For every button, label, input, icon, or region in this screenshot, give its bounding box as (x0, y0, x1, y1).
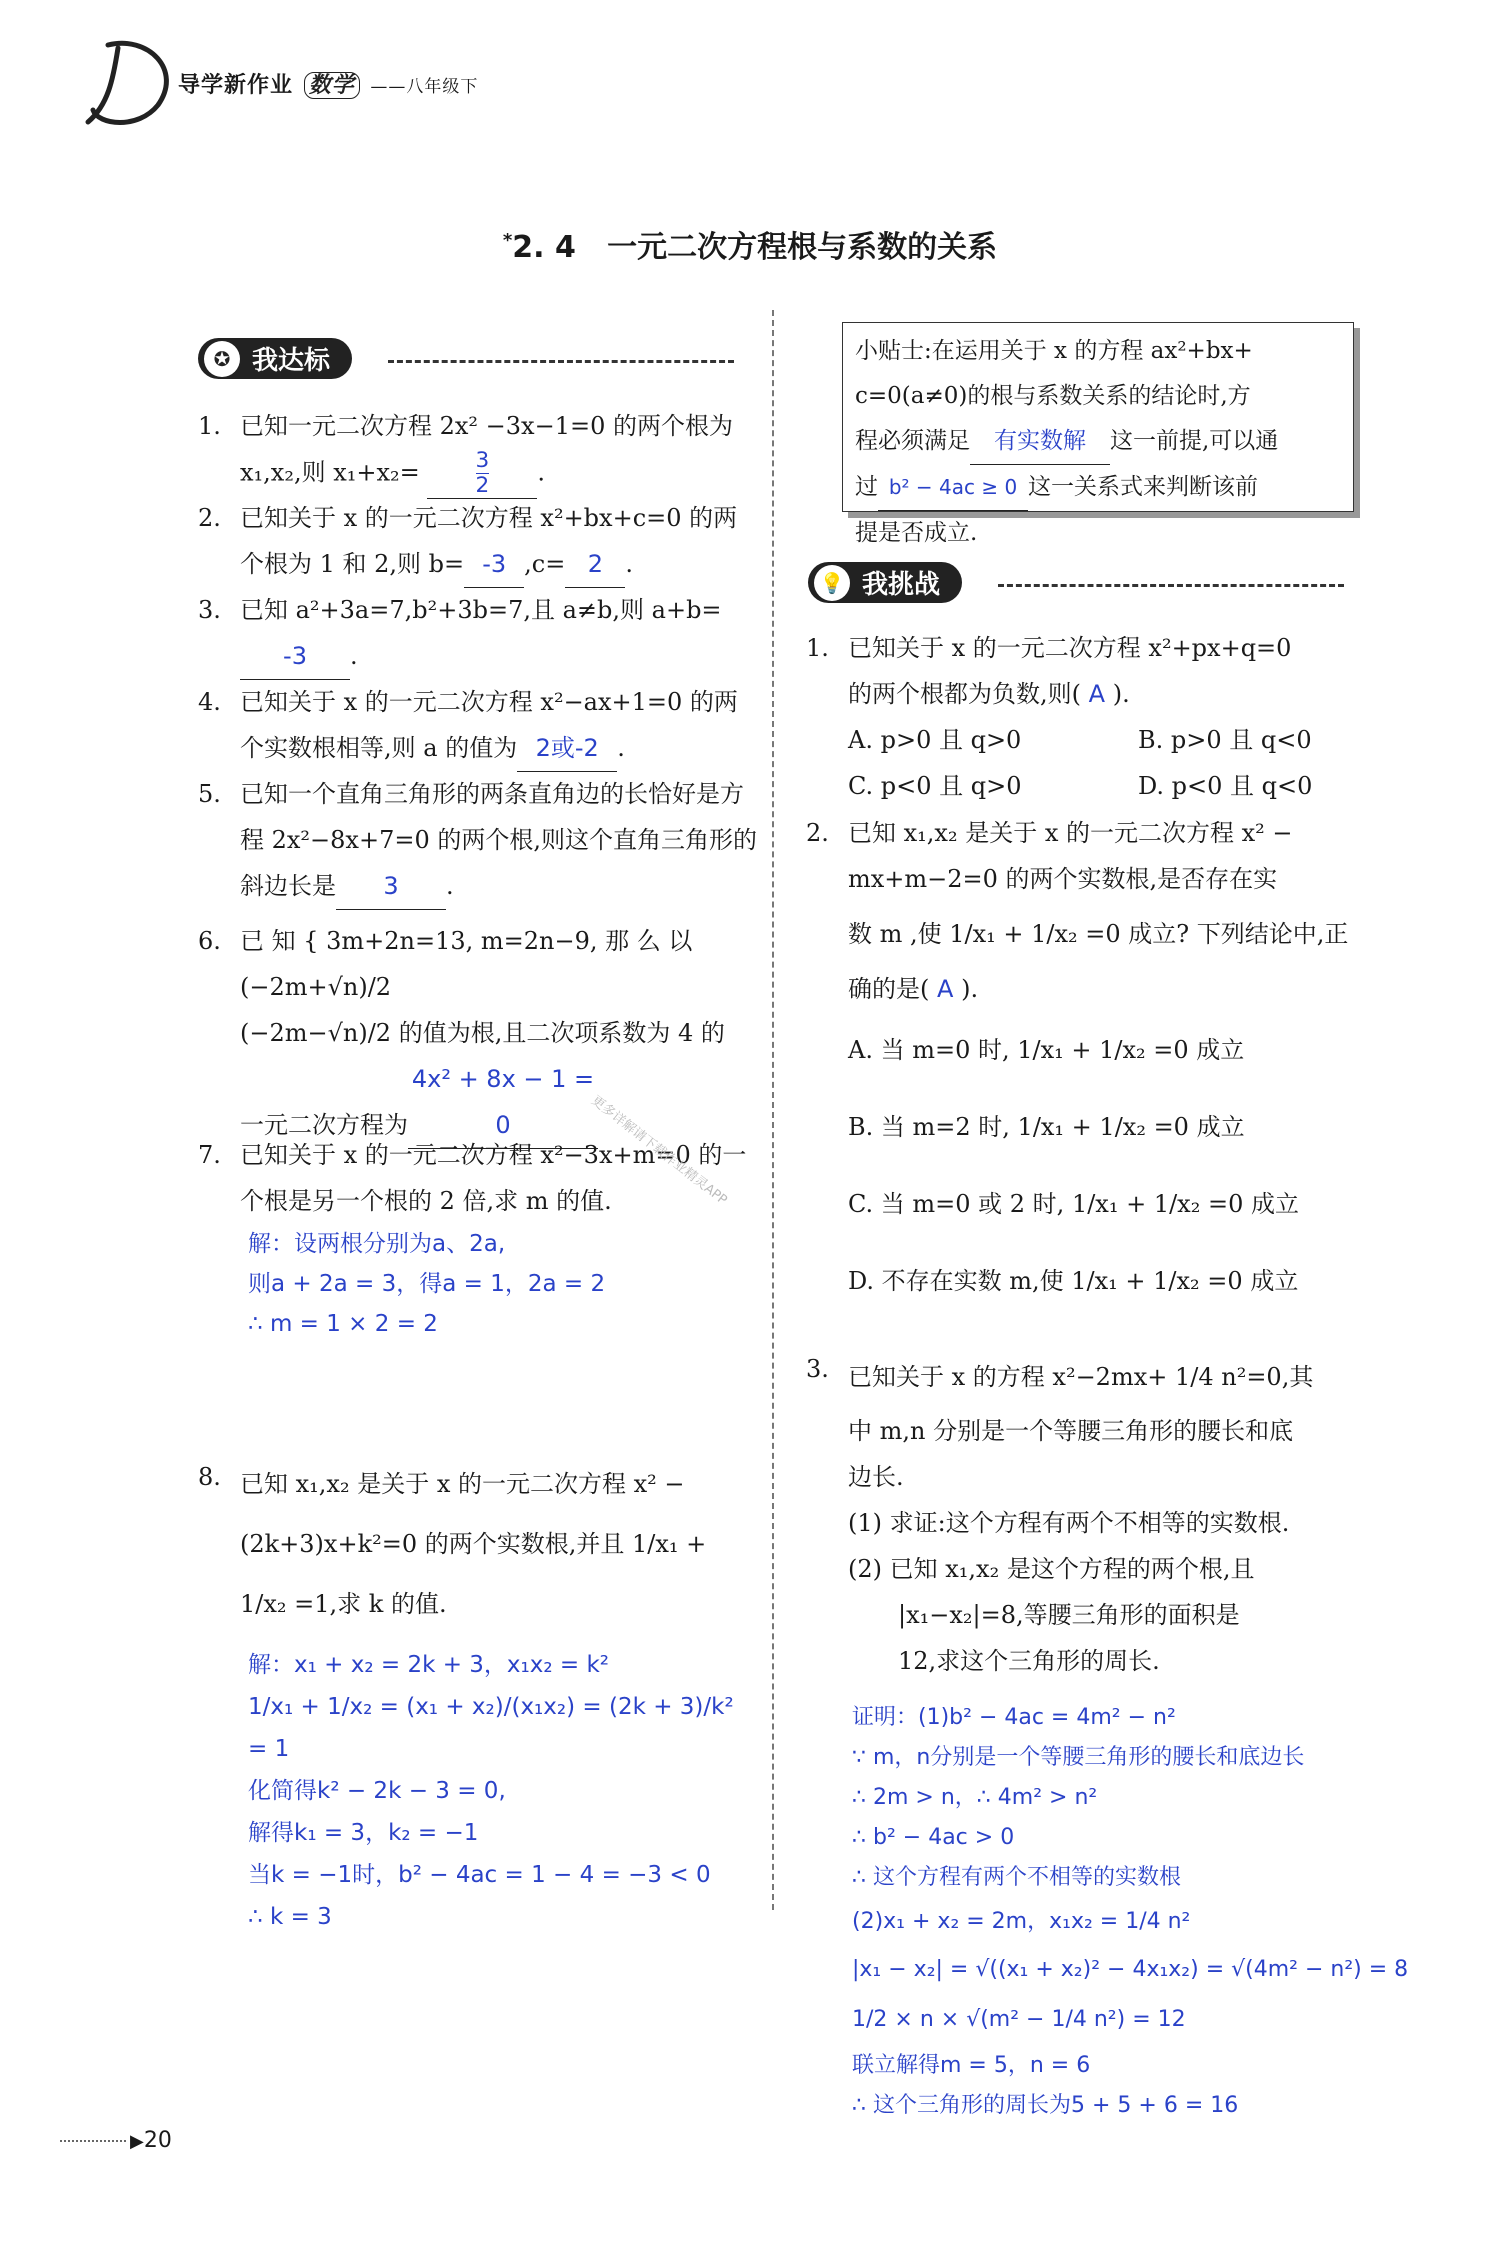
question-6: 6. 已 知 { 3m+2n=13, m=2n−9, 那 么 以 (−2m+√n)/2 (−2m−√n)/2 的值为根,且二次项系数为 4 的 一元二次方程为4x² + 8x − 1 = 0 (198, 918, 758, 1149)
question-5: 5. 已知一个直角三角形的两条直角边的长恰好是方程 2x²−8x+7=0 的两个根,则这个直角三角形的斜边长是 3 . (198, 771, 758, 910)
q7-solution: 解：设两根分别为a、2a, 则a + 2a = 3，得a = 1，2a = 2 ∴ m = 1 × 2 = 2 (248, 1231, 606, 1337)
question-3: 3. 已知 a²+3a=7,b²+3b=7,且 a≠b,则 a+b=-3 . (198, 587, 758, 680)
challenge-question-2: 2. 已知 x₁,x₂ 是关于 x 的一元二次方程 x² − mx+m−2=0 的两个实数根,是否存在实 数 m ,使 1/x₁ + 1/x₂ =0 成立? 下列结论中,正 确的是( A ). A. 当 m=0 时, 1/x₁ + 1/x₂ =0 成立 B. 当 m=2 时, 1/x₁ + 1/x₂ =0 成立 C. 当 m=0 或 2 时, 1/x₁ + 1/x₂ =0 成立 D. 不存在实数 m,使 1/x₁ + 1/x₂ =0 成立 (806, 819, 1349, 1295)
section-header-right: 💡 我挑战 (808, 562, 1356, 606)
header-brand: 导学新作业 (178, 73, 294, 98)
page-title: *2. 4 一元二次方程根与系数的关系 (502, 230, 998, 265)
page-number: ▶20 (60, 2128, 172, 2153)
question-7: 7. 已知关于 x 的一元二次方程 x²−3x+m=0 的一个根是另一个根的 2 倍,求 m 的值. 解：设两根分别为a、2a, 则a + 2a = 3，得a = 1，2a = 2 ∴ m = 1 × 2 = 2 (198, 1132, 758, 1344)
watermark: 更多详解请下载作业精灵APP (588, 1093, 730, 1209)
target-icon: ✪ (204, 341, 240, 377)
challenge-question-1: 1. 已知关于 x 的一元二次方程 x²+px+q=0 的两个根都为负数,则( A ). A. p>0 且 q>0 B. p>0 且 q<0 C. p<0 且 q>0 D. p<0 且 q<0 (806, 634, 1313, 800)
question-4: 4. 已知关于 x 的一元二次方程 x²−ax+1=0 的两个实数根相等,则 a 的值为 2或-2 . (198, 679, 758, 772)
question-2: 2. 已知关于 x 的一元二次方程 x²+bx+c=0 的两个根为 1 和 2,则 b= -3 ,c= 2 . (198, 495, 758, 588)
question-8: 8. 已知 x₁,x₂ 是关于 x 的一元二次方程 x² − (2k+3)x+k²=0 的两个实数根,并且 1/x₁ + 1/x₂ =1,求 k 的值. 解：x₁ + x₂ = 2k + 3，x₁x₂ = k² 1/x₁ + 1/x₂ = (x₁ + x₂)/(x₁x₂) = (2k + 3)/k² = 1 化简得k² − 2k − 3 = 0, 解得k₁ = 3，k₂ = −1 当k = −1时，b² − 4ac = 1 − 4 = −3 < 0 ∴ k = 3 (198, 1454, 758, 1938)
tip-box: 小贴士:在运用关于 x 的方程 ax²+bx+ c=0(a≠0)的根与系数关系的结论时,方 程必须满足 有实数解 这一前提,可以通 过 b² − 4ac ≥ 0 这一关系式来判断该前 提是否成立. (842, 322, 1354, 512)
challenge-question-3: 3. 已知关于 x 的方程 x²−2mx+ 1/4 n²=0,其 中 m,n 分别是一个等腰三角形的腰长和底 边长. (1) 求证:这个方程有两个不相等的实数根. (2) 已知 x₁,x₂ 是这个方程的两个根,且 |x₁−x₂|=8,等腰三角形的面积是 12,求这个三角形的周长. (806, 1355, 1314, 1675)
header-subject: 数学 (304, 72, 360, 99)
lightbulb-icon: 💡 (814, 565, 850, 601)
header (178, 68, 478, 99)
question-1: 1. 已知一元二次方程 2x² −3x−1=0 的两个根为 x₁,x₂,则 x₁+x₂= $\frac{3}{2}$ . (198, 412, 733, 498)
brand-logo-icon (78, 30, 188, 130)
column-divider (772, 310, 774, 1910)
q8-solution: 解：x₁ + x₂ = 2k + 3，x₁x₂ = k² 1/x₁ + 1/x₂ = (x₁ + x₂)/(x₁x₂) = (2k + 3)/k² = 1 化简得k² − 2k − 3 = 0, 解得k₁ = 3，k₂ = −1 当k = −1时，b² − 4ac = 1 − 4 = −3 < 0 ∴ k = 3 (248, 1652, 734, 1930)
section-header-left: ✪ 我达标 (198, 338, 746, 382)
q6-answer: 4x² + 8x − 1 = 0 (408, 1056, 598, 1149)
q3-solution: 证明：(1)b² − 4ac = 4m² − n² ∵ m，n分别是一个等腰三角形的腰长和底边长 ∴ 2m > n，∴ 4m² > n² ∴ b² − 4ac > 0 ∴ 这个方程有两个不相等的实数根 (2)x₁ + x₂ = 2m，x₁x₂ = 1/4 n² |x₁ − x₂| = √((x₁ + x₂)² − 4x₁x₂) = √(4m² − n²) = 8 1/2 × n × √(m² − 1/4 n²) = 12 联立解得m = 5，n = 6 ∴ 这个三角形的周长为5 + 5 + 6 = 16 (852, 1705, 1409, 2118)
header-grade: ——八年级下 (370, 77, 479, 97)
